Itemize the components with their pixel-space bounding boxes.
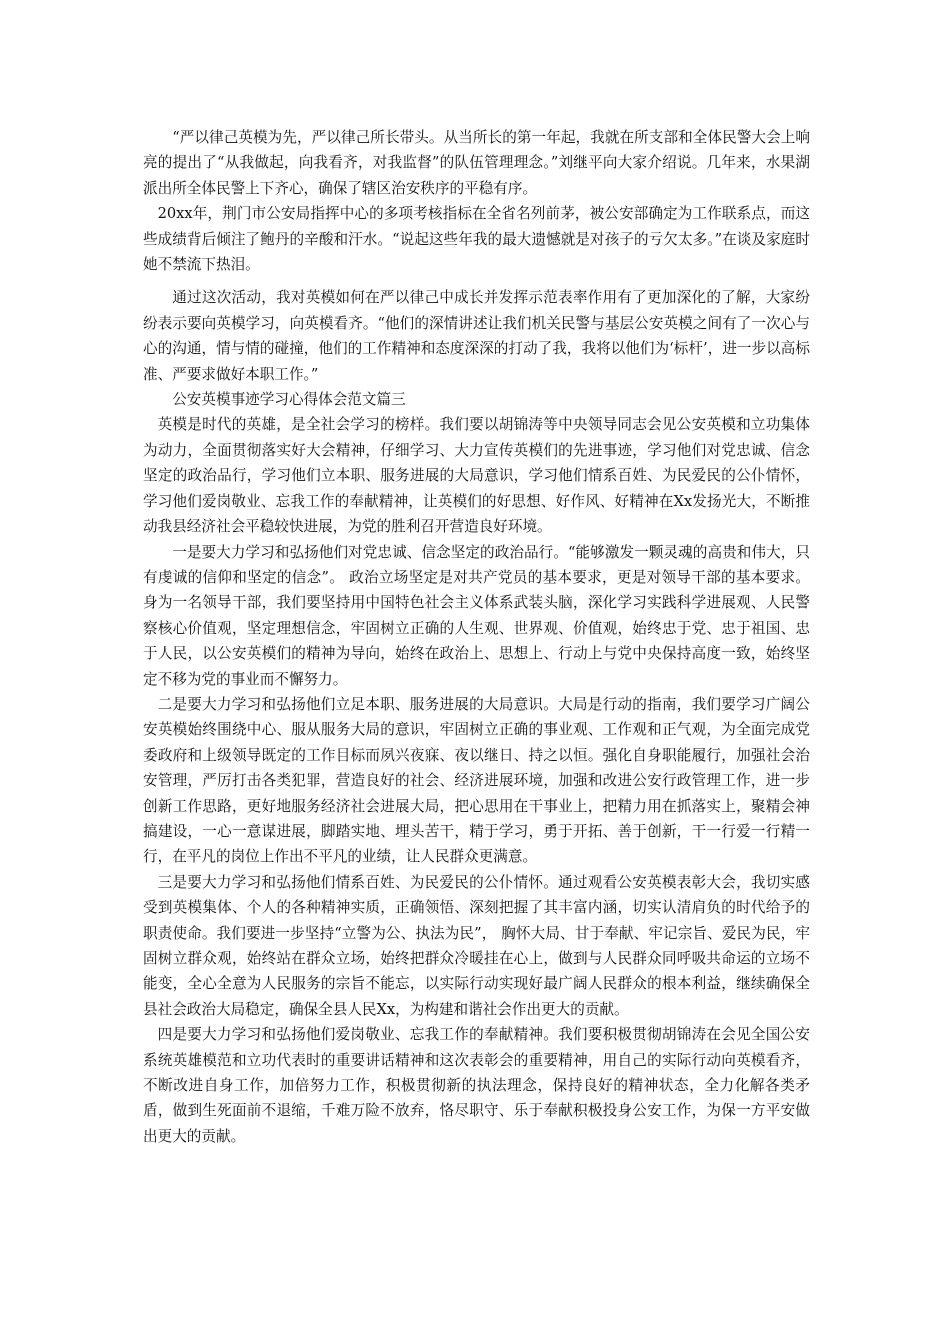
paragraph-8: 三是要大力学习和弘扬他们情系百姓、为民爱民的公仆情怀。通过观看公安英模表彰大会，我切实感受到英模集体、个人的各种精神实质，正确领悟、深刻把握了其丰富内涵，切实认清肩负的时代给予的职责使命。我们要进一步坚持“立警为公、执法为民”， 胸怀大局、甘于奉献、牢记宗旨、爱民为民，牢固树立群众观，始终站在群众立场，始终把群众冷暖挂在心上，做到与人民群众同呼吸共命运的立场不能变，全心全意为人民服务的宗旨不能忘，以实际行动实现好最广阔人民群众的根本利益，继续确保全县社会政治大局稳定，确保全县人民Xx，为构建和谐社会作出更大的贡献。 (143, 873, 810, 1018)
paragraph-9: 四是要大力学习和弘扬他们爱岗敬业、忘我工作的奉献精神。我们要积极贯彻胡锦涛在会见全国公安系统英雄模范和立功代表时的重要讲话精神和这次表彰会的重要精神，用自己的实际行动向英模看齐，不断改进自身工作，加倍努力工作，积极贯彻新的执法理念，保持良好的精神状态，全力化解各类矛盾，做到生死面前不退缩，千难万险不放弃，恪尽职守、乐于奉献积极投身公安工作，为保一方平安做出更大的贡献。 (143, 1026, 810, 1145)
paragraph-6: 一是要大力学习和弘扬他们对党忠诚、信念坚定的政治品行。“能够激发一颗灵魂的高贵和伟大，只有虔诚的信仰和坚定的信念”。 政治立场坚定是对共产党员的基本要求，更是对领导干部的基本要求。身为一名领导干部，我们要坚持用中国特色社会主义体系武装头脑，深化学习实践科学进展观、人民警察核心价值观，坚定理想信念，牢固树立正确的人生观、世界观、价值观，始终忠于党、忠于祖国、忠于人民，以公安英模们的精神为导向，始终在政治上、思想上、行动上与党中央保持高度一致，始终坚定不移为党的事业而不懈努力。 (143, 543, 810, 688)
paragraph-5: 英模是时代的英雄，是全社会学习的榜样。我们要以胡锦涛等中央领导同志会见公安英模和立功集体为动力，全面贯彻落实好大会精神，仔细学习、大力宣传英模们的先进事迹，学习他们对党忠诚、信念坚定的政治品行，学习他们立本职、服务进展的大局意识，学习他们情系百姓、为民爱民的公仆情怀，学习他们爱岗敬业、忘我工作的奉献精神，让英模们的好思想、好作风、好精神在Xx发扬光大，不断推动我县经济社会平稳较快进展，为党的胜利召开营造良好环境。 (143, 416, 810, 536)
paragraph-1: “严以律己英模为先，严以律己所长带头。从当所长的第一年起，我就在所支部和全体民警大会上响亮的提出了“从我做起，向我看齐，对我监督”的队伍管理理念。”刘继平向大家介绍说。几年来，水果湖派出所全体民警上下齐心，确保了辖区治安秩序的平稳有序。 (143, 129, 810, 197)
paragraph-3: 通过这次活动，我对英模如何在严以律己中成长并发挥示范表率作用有了更加深化的了解，大家纷纷表示要向英模学习，向英模看齐。“他们的深情讲述让我们机关民警与基层公安英模之间有了一次心与心的沟通，情与情的碰撞，他们的工作精神和态度深深的打动了我，我将以他们为‘标杆’，进一步以高标准、严要求做好本职工作。” (143, 289, 810, 383)
paragraph-7: 二是要大力学习和弘扬他们立足本职、服务进展的大局意识。大局是行动的指南，我们要学习广阔公安英模始终围绕中心、服从服务大局的意识，牢固树立正确的事业观、工作观和正气观，为全面完成党委政府和上级领导既定的工作目标而夙兴夜寐、夜以继日、持之以恒。强化自身职能履行，加强社会治安管理，严厉打击各类犯罪，营造良好的社会、经济进展环境，加强和改进公安行政管理工作，进一步创新工作思路，更好地服务经济社会进展大局，把心思用在干事业上，把精力用在抓落实上，聚精会神搞建设，一心一意谋进展，脚踏实地、埋头苦干，精于学习，勇于开拓、善于创新，干一行爱一行精一行，在平凡的岗位上作出不平凡的业绩，让人民群众更满意。 (143, 695, 810, 866)
document-body (143, 125, 810, 1149)
section-heading: 公安英模事迹学习心得体会范文篇三 (172, 391, 406, 409)
paragraph-2: 20xx年，荆门市公安局指挥中心的多项考核指标在全省名列前茅，被公安部确定为工作联系点，而这些成绩背后倾注了鲍丹的辛酸和汗水。“说起这些年我的最大遗憾就是对孩子的亏欠太多。”在谈及家庭时她不禁流下热泪。 (143, 205, 810, 274)
